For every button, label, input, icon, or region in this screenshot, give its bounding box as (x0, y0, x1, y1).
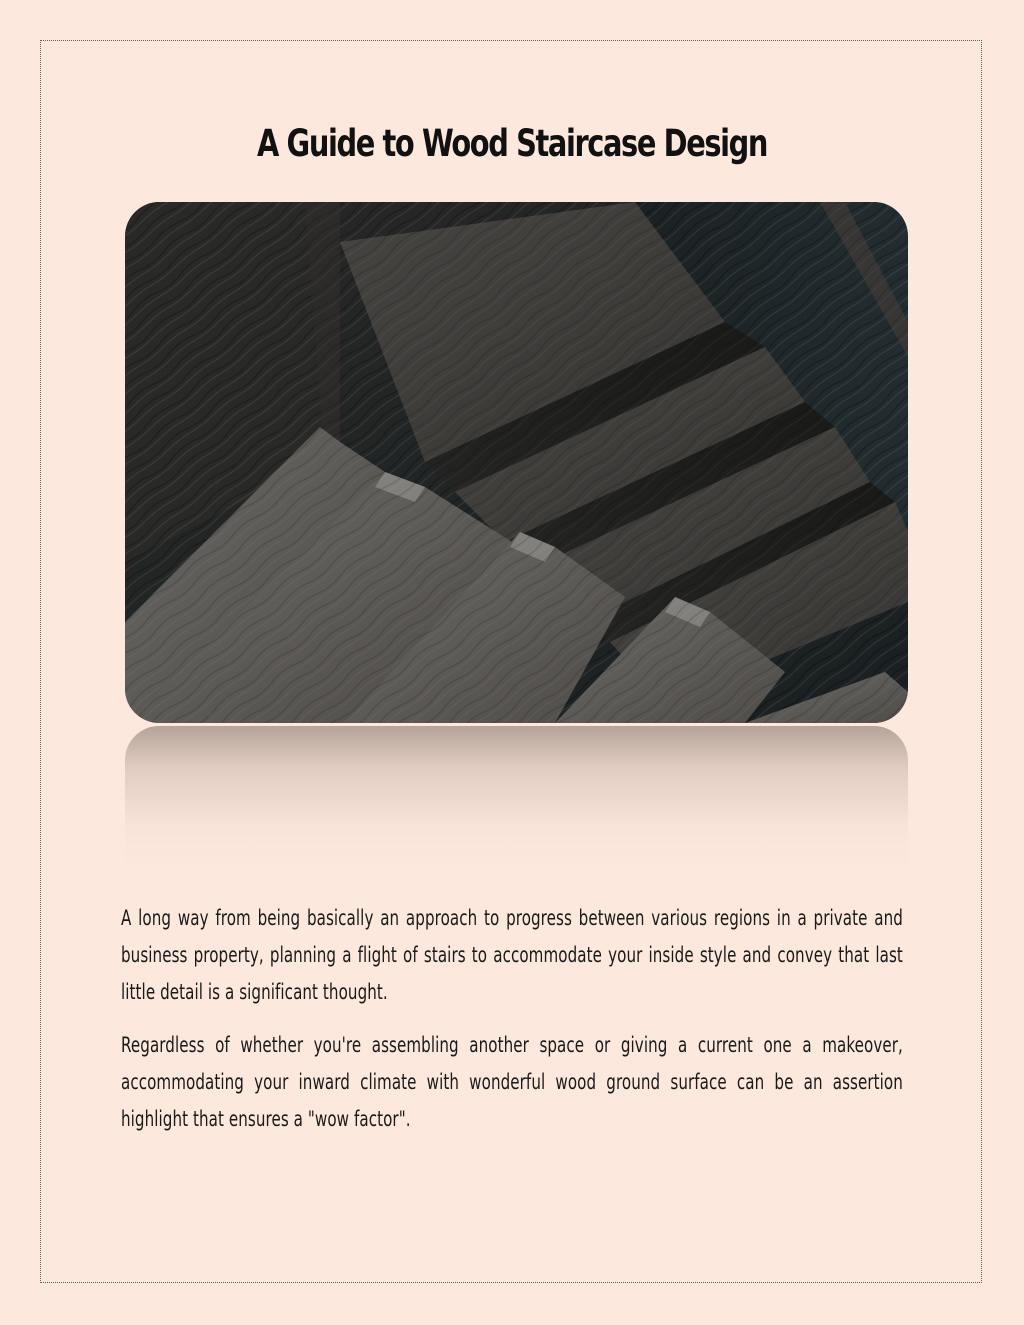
page-title: A Guide to Wood Staircase Design (256, 122, 768, 165)
paragraph-wow-factor-text: Regardless of whether you're assembling another space or giving a current one a makeover, accommodating your inward climate with wonderful wood ground surface can be an assertion highlight that ensures a "wow factor". (121, 1033, 903, 1131)
paragraph-wow-factor (121, 1027, 903, 1138)
paragraph-intro (121, 900, 903, 1011)
paragraph-intro-text: A long way from being basically an approach to progress between various regions in a private and business property, planning a flight of stairs to accommodate your inside style and convey that last little detail is a significant thought. (121, 906, 903, 1004)
photo-reflection (125, 726, 908, 871)
staircase-photo (125, 202, 908, 723)
